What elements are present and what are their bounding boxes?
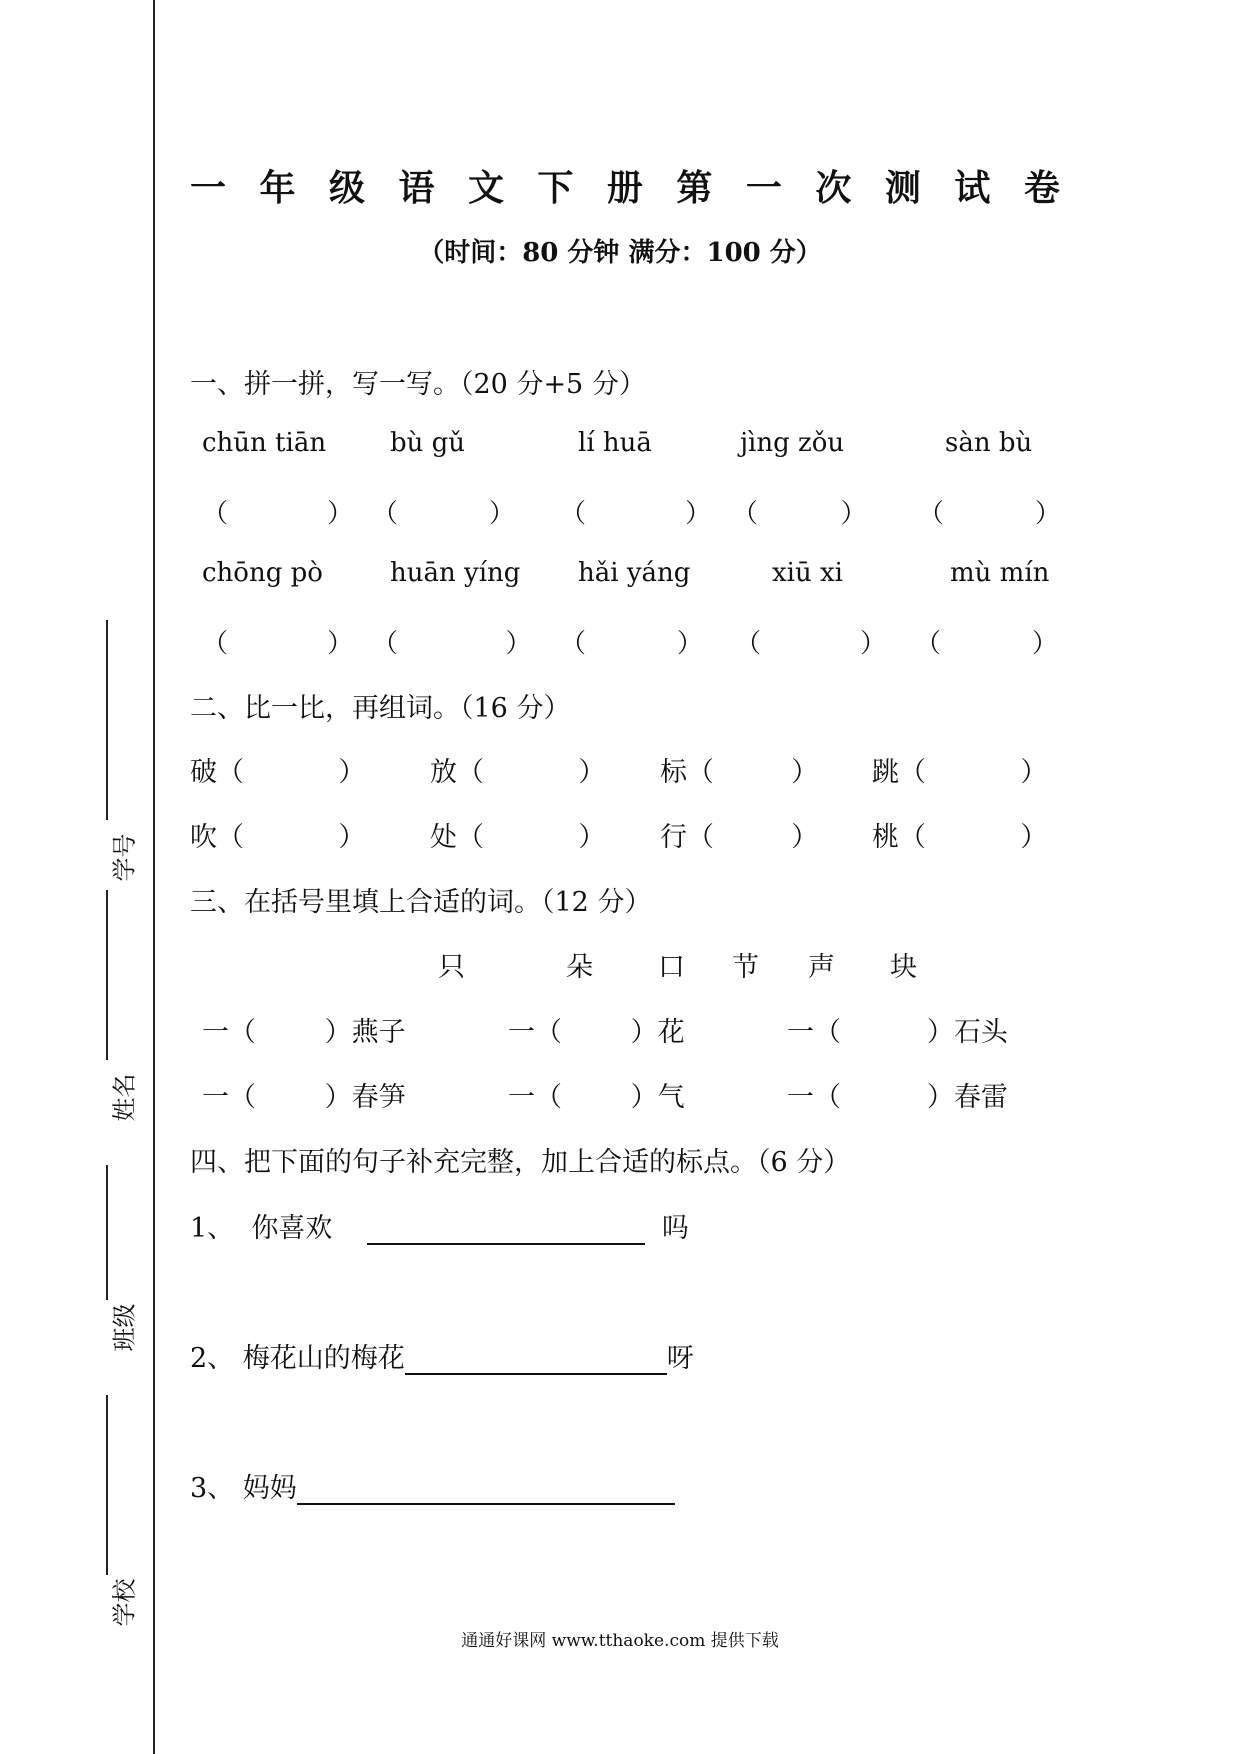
pinyin: chūn tiān [202, 428, 327, 458]
answer-blank[interactable]: （ ） [202, 629, 354, 659]
word-pair[interactable]: 跳（ ） [872, 757, 1048, 788]
fill-item[interactable]: 一（ ）春笋 [202, 1082, 406, 1113]
answer-blank[interactable]: （ ） [918, 499, 1061, 529]
measure-word-option: 块 [890, 952, 917, 983]
word-pair[interactable]: 放（ ） [430, 757, 606, 788]
answer-blank[interactable]: （ ） [202, 499, 354, 529]
word-pair[interactable]: 行（ ） [660, 822, 819, 853]
name-line[interactable] [106, 890, 108, 1060]
word-pair[interactable]: 处（ ） [430, 822, 606, 853]
class-line[interactable] [106, 1165, 108, 1300]
word-pair[interactable]: 标（ ） [660, 757, 819, 788]
pinyin: chōng pò [202, 558, 323, 588]
fill-item[interactable]: 一（ ）春雷 [787, 1082, 1008, 1113]
pinyin: jìng zǒu [740, 428, 845, 458]
exam-info: （时间：80 分钟 满分：100 分） [418, 238, 822, 268]
answer-blank[interactable]: （ ） [560, 629, 703, 659]
fill-item[interactable]: 一（ ）花 [508, 1017, 685, 1048]
word-pair[interactable]: 桃（ ） [872, 822, 1048, 853]
footer-credit: 通通好课网 www.tthaoke.com 提供下载 [461, 1631, 779, 1651]
section2-heading: 二、比一比，再组词。（16 分） [190, 693, 571, 724]
measure-word-option: 声 [808, 952, 835, 983]
section3-heading: 三、在括号里填上合适的词。（12 分） [190, 887, 652, 918]
measure-word-option: 只 [438, 952, 465, 983]
answer-blank[interactable]: （ ） [732, 499, 867, 529]
pinyin: mù mín [950, 558, 1050, 588]
word-pair[interactable]: 破（ ） [190, 757, 366, 788]
sentence-3-blank[interactable] [297, 1473, 675, 1505]
answer-blank[interactable]: （ ） [372, 499, 515, 529]
sentence-3: 3、 妈妈 [190, 1466, 675, 1505]
sentence-1-blank[interactable] [367, 1213, 645, 1245]
pinyin: bù gǔ [390, 428, 466, 458]
answer-blank[interactable]: （ ） [372, 629, 532, 659]
pinyin: huān yíng [390, 558, 521, 588]
fill-item[interactable]: 一（ ）燕子 [202, 1017, 406, 1048]
class-label: 班级 [110, 1303, 139, 1352]
pinyin: lí huā [578, 428, 652, 458]
student-no-line[interactable] [106, 620, 108, 820]
sentence-1: 1、 你喜欢 吗 [190, 1213, 689, 1244]
answer-blank[interactable]: （ ） [735, 629, 887, 659]
fill-item[interactable]: 一（ ）气 [508, 1082, 685, 1113]
sentence-2-blank[interactable] [405, 1343, 667, 1375]
answer-blank[interactable]: （ ） [915, 629, 1058, 659]
word-pair[interactable]: 吹（ ） [190, 822, 366, 853]
fill-item[interactable]: 一（ ）石头 [787, 1017, 1008, 1048]
name-label: 姓名 [110, 1073, 139, 1122]
section4-heading: 四、把下面的句子补充完整，加上合适的标点。（6 分） [190, 1147, 851, 1178]
school-label: 学校 [110, 1578, 139, 1627]
sentence-2: 2、 梅花山的梅花 呀 [190, 1343, 694, 1374]
pinyin: xiū xi [772, 558, 843, 588]
answer-blank[interactable]: （ ） [560, 499, 712, 529]
student-no-label: 学号 [110, 833, 139, 882]
page-title: 一 年 级 语 文 下 册 第 一 次 测 试 卷 [190, 167, 1060, 209]
measure-word-option: 口 [658, 952, 685, 983]
pinyin: hǎi yáng [578, 558, 691, 588]
measure-word-option: 节 [732, 952, 759, 983]
pinyin: sàn bù [945, 428, 1033, 458]
section1-heading: 一、拼一拼，写一写。（20 分+5 分） [190, 369, 646, 400]
school-line[interactable] [106, 1395, 108, 1575]
measure-word-option: 朵 [566, 952, 593, 983]
